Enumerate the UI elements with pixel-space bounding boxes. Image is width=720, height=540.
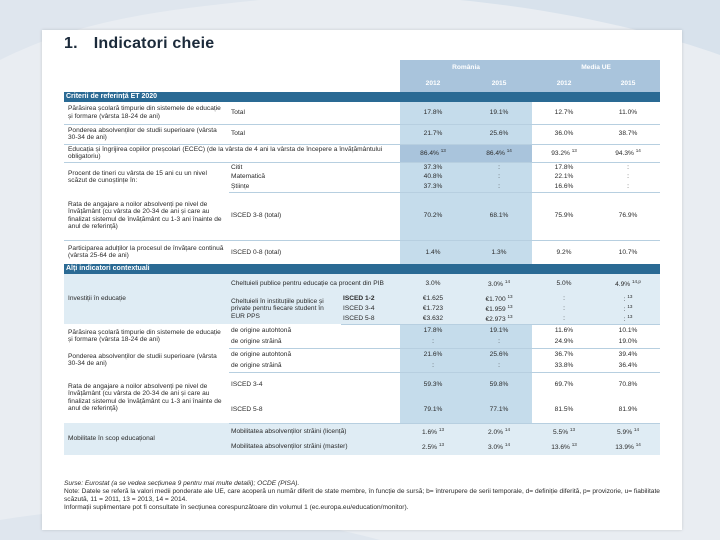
cell-eu-2012: 93.2% $^{13}$ <box>532 144 596 162</box>
row-sublabel: Citit <box>231 163 243 171</box>
cell-eu-2015: : <box>596 172 660 182</box>
row-sublabel: ISCED 3-4 <box>231 381 263 389</box>
cell-ro-2015: 19.1% <box>466 324 532 336</box>
cell-ro-2012: 40.8% <box>400 172 466 182</box>
row-label: Mobilitate în scop educațional <box>64 423 229 455</box>
footnote-marker: 13 <box>507 314 513 319</box>
cell-eu-2012: 24.9% <box>532 336 596 348</box>
cell-ro-2012: 59.3% <box>400 372 466 397</box>
footnote-marker: 13 <box>571 148 577 154</box>
section-header-et2020: Criterii de referință ET 2020 <box>64 92 660 102</box>
eu-average-header: Media UE <box>532 60 660 76</box>
footnote-marker: 14 <box>633 426 640 432</box>
row-sublabel: de origine autohtonă <box>231 326 292 334</box>
cell-ro-2015: 19.1% <box>466 102 532 124</box>
row-sublabel: Cheltuieli în instituțiile publice și private pentru fiecare student în EUR PPS <box>229 294 341 324</box>
notes-line: Note: Datele se referă la valori medii ponderate ale UE, care acoperă un număr diferit de state membre, în funcție de sursă; b= întrerupere de serii temporale, d= definiție diferită, p= provizorie, u= fiabilitate scăzută, 11 = 2011, 13 = 2013, 14 = 2014. <box>64 488 660 503</box>
cell-eu-2012: 69.7% <box>532 372 596 397</box>
cell-ro-2012: 21.7% <box>400 124 466 144</box>
row-label: Procent de tineri cu vârsta de 15 ani cu un nivel scăzut de cunoștințe în: <box>68 169 207 185</box>
row-sublabel: Matematică <box>231 173 266 181</box>
cell-ro-2015: 3.0% $^{14}$ <box>466 274 532 294</box>
more-info-line: Informații suplimentare pot fi consultate în secțiunea corespunzătoare din volumul 1 (ec.europa.eu/education/monitor). <box>64 504 409 511</box>
cell-ro-2012: €1.723 <box>400 304 466 314</box>
row-sublabel: de origine străină <box>229 360 400 372</box>
footnote-marker: 14 <box>504 279 511 285</box>
cell-ro-2015: 25.6% <box>466 124 532 144</box>
cell-eu-2012: 16.6% <box>532 182 596 192</box>
cell-ro-2012: 17.8% <box>400 102 466 124</box>
row-label: Participarea adulților la procesul de învățare continuă (vârsta 25-64 de ani) <box>68 244 224 260</box>
cell-eu-2012: : <box>532 304 596 314</box>
cell-ro-2012: 2.5% $^{13}$ <box>400 439 466 455</box>
cell-ro-2012: : <box>400 336 466 348</box>
cell-eu-2012: 11.6% <box>532 324 596 336</box>
cell-eu-2012: 12.7% <box>532 102 596 124</box>
footnote-marker: 14 <box>635 442 641 448</box>
cell-eu-2015: 19.0% <box>596 336 660 348</box>
cell-eu-2015: 76.9% <box>596 192 660 240</box>
row-sublabel: Total <box>229 124 400 144</box>
footnote-marker: 13 <box>438 442 445 448</box>
cell-ro-2012: €1.625 <box>400 294 466 304</box>
cell-ro-2015: 68.1% <box>466 192 532 240</box>
cell-eu-2015: 5.9% $^{14}$ <box>596 423 660 439</box>
row-label: Rata de angajare a noilor absolvenți pe nivel de învățământ (cu vârsta de 20-34 de ani și care au finalizat sistemul de învățământ cu 1-3 ani înainte de anul de referință) <box>64 192 229 240</box>
cell-ro-2015: €2.973 $^{13}$ <box>466 314 532 324</box>
cell-eu-2012: 5.0% <box>532 274 596 294</box>
cell-ro-2012: €3.632 <box>400 314 466 324</box>
cell-eu-2012: 5.5% $^{13}$ <box>532 423 596 439</box>
isced-label: ISCED 5-8 <box>341 314 400 324</box>
cell-eu-2012: : <box>532 294 596 304</box>
cell-eu-2015: 70.8% <box>596 372 660 397</box>
row-label: Ponderea absolvenților de studii superioare (vârsta 30-34 de ani) <box>64 124 229 144</box>
row-sublabel: ISCED 5-8 <box>229 397 400 423</box>
isced-label: ISCED 3-4 <box>341 304 400 314</box>
footnote-marker: 14 <box>506 148 512 154</box>
footnote-marker: 13 <box>569 426 576 432</box>
footnote-marker: 13 <box>507 304 513 310</box>
row-label: Educația și îngrijirea copiilor preșcolari (ECEC) (de la vârsta de 4 ani la vârsta de începere a învățământului obligatoriu) <box>64 144 400 162</box>
row-label: Ponderea absolvenților de studii superioare (vârsta 30-34 de ani) <box>68 352 217 368</box>
cell-eu-2015: 36.4% <box>596 360 660 372</box>
cell-eu-2015: : <box>596 182 660 192</box>
row-sublabel: Mobilitatea absolvenților străini (master) <box>229 439 400 455</box>
cell-eu-2012: 36.7% <box>532 348 596 360</box>
page-title <box>64 35 214 53</box>
title-number: 1. <box>64 35 78 52</box>
cell-ro-2015: 2.0% $^{14}$ <box>466 423 532 439</box>
cell-eu-2015: 10.1% <box>596 324 660 336</box>
romania-header: România <box>400 60 532 76</box>
isced-label: ISCED 1-2 <box>341 294 400 304</box>
cell-eu-2015: 38.7% <box>596 124 660 144</box>
row-sublabel: Cheltuieli publice pentru educație ca procent din PIB <box>229 274 400 294</box>
footnote-marker: 13 <box>627 304 633 310</box>
footnote-marker: 13 <box>571 442 577 448</box>
cell-ro-2015: 25.6% <box>466 348 532 360</box>
cell-eu-2012: 9.2% <box>532 240 596 264</box>
cell-ro-2015: 3.0% $^{14}$ <box>466 439 532 455</box>
cell-ro-2012: 37.3% <box>400 162 466 172</box>
cell-ro-2012: 17.8% <box>400 324 466 336</box>
footnote-marker: 14,p <box>631 279 641 285</box>
cell-eu-2015: : $^{13}$ <box>596 294 660 304</box>
cell-eu-2015: 81.9% <box>596 397 660 423</box>
cell-ro-2015: : <box>466 182 532 192</box>
cell-eu-2012: 36.0% <box>532 124 596 144</box>
row-sublabel: ISCED 3-8 (total) <box>229 192 400 240</box>
cell-ro-2015: 86.4% $^{14}$ <box>466 144 532 162</box>
cell-ro-2015: €1.959 $^{13}$ <box>466 304 532 314</box>
cell-eu-2012: 22.1% <box>532 172 596 182</box>
footnote-marker: 13 <box>627 314 633 319</box>
cell-eu-2012: 81.5% <box>532 397 596 423</box>
cell-eu-2015: : $^{13}$ <box>596 314 660 324</box>
cell-ro-2015: 59.8% <box>466 372 532 397</box>
footnote-marker: 14 <box>504 426 511 432</box>
indicators-table <box>64 60 660 455</box>
row-sublabel: de origine străină <box>229 336 400 348</box>
cell-eu-2015: : $^{13}$ <box>596 304 660 314</box>
slide <box>42 30 682 530</box>
footnote-marker: 14 <box>504 442 511 448</box>
cell-ro-2015: : <box>466 336 532 348</box>
cell-ro-2012: 1.6% $^{13}$ <box>400 423 466 439</box>
title-text: Indicatori cheie <box>93 35 215 52</box>
row-sublabel: ISCED 0-8 (total) <box>231 248 282 256</box>
cell-ro-2012: 21.6% <box>400 348 466 360</box>
year-header: 2015 <box>596 76 660 92</box>
cell-eu-2015: 10.7% <box>596 240 660 264</box>
cell-eu-2012: 13.6% $^{13}$ <box>532 439 596 455</box>
footnote-marker: 13 <box>507 294 513 300</box>
row-label: Părăsirea școlară timpurie din sistemele de educație și formare (vârsta 18-24 de ani) <box>64 102 229 124</box>
year-header: 2015 <box>466 76 532 92</box>
cell-ro-2012: 79.1% <box>400 397 466 423</box>
cell-ro-2012: 70.2% <box>400 192 466 240</box>
cell-ro-2012: 1.4% <box>400 240 466 264</box>
row-label: Părăsirea școlară timpurie din sistemele de educație și formare (vârsta 18-24 de ani) <box>68 328 221 344</box>
cell-ro-2012: 3.0% <box>400 274 466 294</box>
cell-ro-2015: 1.3% <box>466 240 532 264</box>
row-label: Investiții în educație <box>64 274 229 324</box>
source-line: Surse: Eurostat (a se vedea secțiunea 9 pentru mai multe detalii); OCDE (PISA). <box>64 480 300 487</box>
row-sublabel: Total <box>229 102 400 124</box>
cell-eu-2015: 11.0% <box>596 102 660 124</box>
cell-eu-2012: : <box>532 314 596 324</box>
row-label: Rata de angajare a noilor absolvenți pe nivel de învățământ (cu vârsta de 20-34 de ani și care au finalizat sistemul de învățământ cu 1-3 ani înainte de anul de referință) <box>68 382 222 412</box>
year-header: 2012 <box>400 76 466 92</box>
cell-ro-2012: 37.3% <box>400 182 466 192</box>
footnote-marker: 13 <box>627 294 633 300</box>
row-sublabel: Mobilitatea absolvenților străini (licență) <box>229 423 400 439</box>
footnote-marker: 14 <box>635 148 641 154</box>
cell-eu-2015: 39.4% <box>596 348 660 360</box>
cell-eu-2015: 4.9% $^{14,p}$ <box>596 274 660 294</box>
cell-ro-2015: €1.700 $^{13}$ <box>466 294 532 304</box>
row-sublabel: de origine autohtonă <box>231 350 292 358</box>
cell-ro-2015: 77.1% <box>466 397 532 423</box>
footnote-marker: 13 <box>438 426 445 432</box>
year-header: 2012 <box>532 76 596 92</box>
footnote-marker: 13 <box>440 148 446 154</box>
cell-ro-2015: : <box>466 360 532 372</box>
cell-eu-2015: : <box>596 162 660 172</box>
cell-eu-2012: 33.8% <box>532 360 596 372</box>
cell-eu-2015: 13.9% $^{14}$ <box>596 439 660 455</box>
cell-eu-2012: 17.8% <box>532 162 596 172</box>
cell-ro-2015: : <box>466 172 532 182</box>
source-notes <box>64 480 664 512</box>
cell-ro-2012: 86.4% $^{13}$ <box>400 144 466 162</box>
cell-ro-2012: : <box>400 360 466 372</box>
cell-ro-2015: : <box>466 162 532 172</box>
cell-eu-2012: 75.9% <box>532 192 596 240</box>
section-header-context: Alți indicatori contextuali <box>64 264 660 274</box>
row-sublabel: Științe <box>229 182 400 192</box>
cell-eu-2015: 94.3% $^{14}$ <box>596 144 660 162</box>
